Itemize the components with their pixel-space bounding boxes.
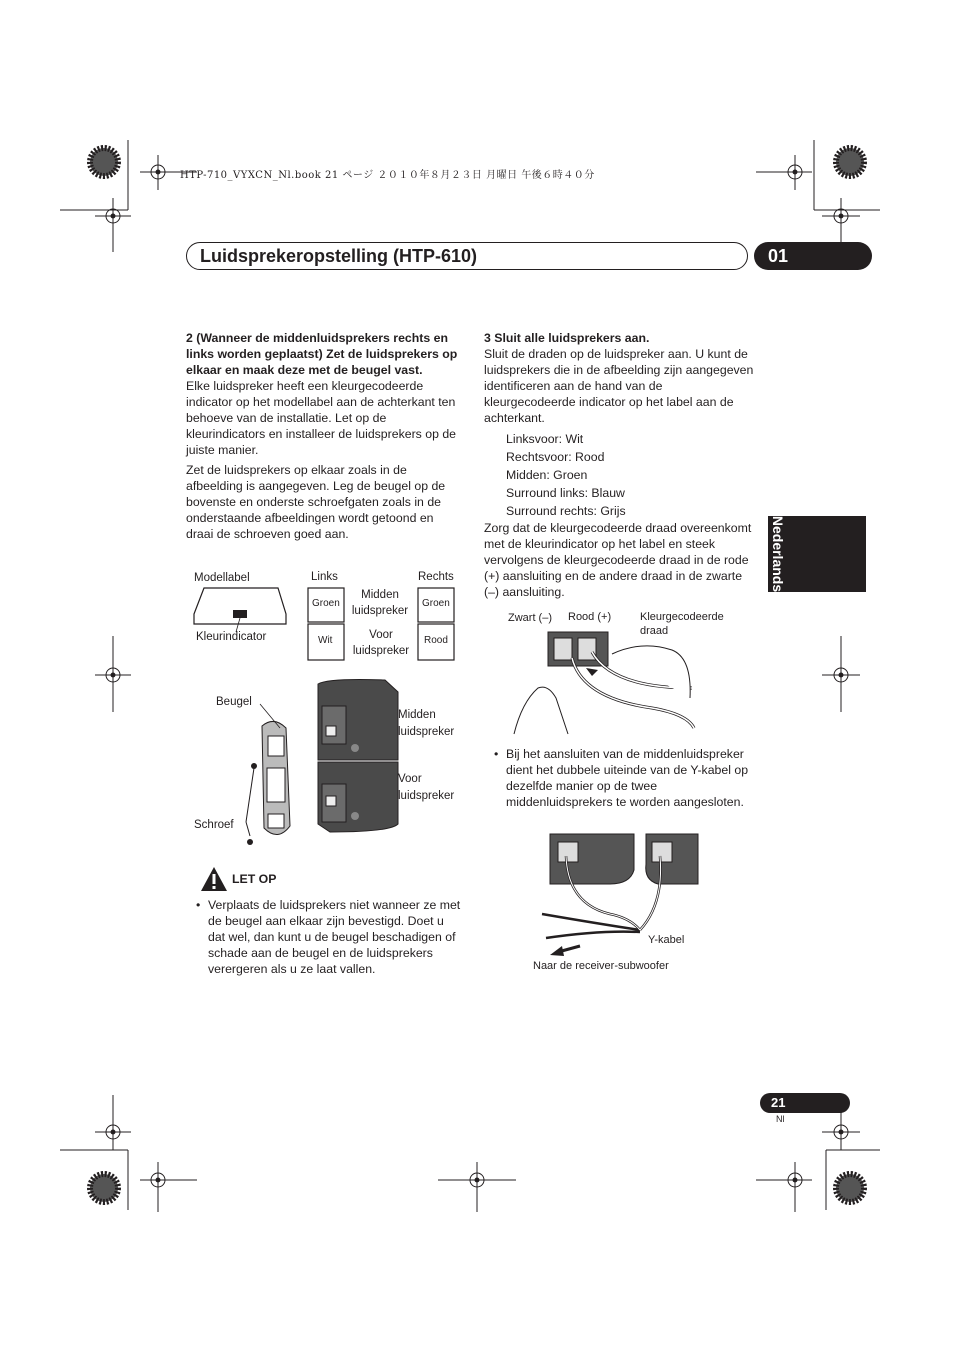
- rechts-caption: Rechts: [418, 571, 454, 583]
- right-column: [484, 330, 756, 600]
- model-label-figure: [186, 580, 466, 670]
- step-3-para-2: Zorg dat de kleurgecodeerde draad overeenkomt met de kleurindicator op het label en steek vervolgens de kleurgecodeerde draad in de rode (+) aansluiting en de andere draad in de zwarte (–) aansluiting.: [484, 521, 752, 599]
- midden-caption: Midden luidspreker: [351, 589, 409, 617]
- list-item: Midden: Groen: [506, 468, 588, 482]
- speaker-color-list: [484, 430, 756, 520]
- modellabel-caption: Modellabel: [194, 572, 250, 584]
- groen-left-label: Groen: [312, 598, 340, 609]
- book-file-info: HTP-710_VYXCN_Nl.book 21 ページ ２０１０年８月２３日 月曜日 午後６時４０分: [180, 170, 595, 181]
- page-title: Luidsprekeropstelling (HTP-610): [200, 246, 478, 266]
- chapter-number: 01: [768, 246, 789, 266]
- wire-connection-figure: [512, 628, 702, 736]
- rood-caption: Rood (+): [568, 611, 612, 623]
- bracket-midden-caption: Midden luidspreker: [398, 709, 455, 738]
- bracket-voor-caption: Voor luidspreker: [398, 773, 455, 802]
- right-bullet: • Bij het aansluiten van de middenluidspreker dient het dubbele uiteinde van de Y-kabel op dezelfde manier op de twee middenluidsprekers te worden aangesloten.: [494, 746, 758, 810]
- y-kabel-caption: Y-kabel: [648, 934, 685, 946]
- step-2-para-1: Elke luidspreker heeft een kleurgecodeerde indicator op het modellabel aan de achterkant ten behoeve van de installatie. Let op de kleurindicators en installeer de luidsprekers op de juiste manier.: [186, 379, 456, 457]
- list-item: Linksvoor: Wit: [506, 432, 584, 446]
- language-tab-label: Nederlands: [770, 515, 786, 593]
- caution-text: Verplaats de luidsprekers niet wanneer ze met de beugel aan elkaar zijn bevestigd. Doet u dat wel, dan kunt u de beugel beschadigen of schade aan de beugel en de luidsprekers verergeren als u ze laat vallen.: [208, 898, 461, 976]
- step-2-heading: 2 (Wanneer de middenluidsprekers rechts en links worden geplaatst) Zet de luidsprekers op elkaar en maak deze met de beugel vast.: [186, 331, 458, 377]
- step-2-para-2: Zet de luidsprekers op elkaar zoals in de afbeelding is aangegeven. Leg de beugel op de bovenste en onderste schroefgaten zoals in de onderstaande afbeeldingen wordt getoond en draai de schroeven goed aan.: [186, 463, 446, 541]
- page-language: Nl: [776, 1114, 785, 1124]
- list-item: Surround rechts: Grijs: [506, 504, 626, 518]
- bullet-text: Bij het aansluiten van de middenluidspreker dient het dubbele uiteinde van de Y-kabel op dezelfde manier op de twee middenluidsprekers te worden aangesloten.: [506, 747, 749, 809]
- beugel-caption: Beugel: [216, 696, 252, 708]
- left-column: [186, 330, 462, 542]
- groen-right-label: Groen: [422, 598, 450, 609]
- zwart-caption: Zwart (–): [508, 612, 552, 624]
- wit-label: Wit: [318, 635, 333, 646]
- caution-label: LET OP: [232, 872, 277, 886]
- step-3-heading: 3 Sluit alle luidsprekers aan.: [484, 331, 650, 345]
- caution-bullet: • Verplaats de luidsprekers niet wanneer ze met de beugel aan elkaar zijn bevestigd. Doet u dat wel, dan kunt u de beugel beschadigen of schade aan de beugel en de luidsprekers verergeren als u ze laat vallen.: [196, 898, 461, 976]
- list-item: Surround links: Blauw: [506, 486, 625, 500]
- links-caption: Links: [311, 571, 338, 583]
- kleurgecodeerde-caption: Kleurgecodeerde draad: [640, 611, 724, 637]
- kleurindicator-caption: Kleurindicator: [196, 631, 267, 643]
- warning-icon: [200, 866, 228, 892]
- step-3-para-1: Sluit de draden op de luidspreker aan. U kunt de luidsprekers die in de afbeelding zijn aangegeven identificeren aan de hand van de kleurgecodeerde indicator op het label aan de achterkant.: [484, 347, 754, 425]
- naar-receiver-caption: Naar de receiver-subwoofer: [533, 960, 669, 972]
- schroef-caption: Schroef: [194, 819, 234, 831]
- rood-label: Rood: [424, 635, 448, 646]
- bracket-speakers-figure: [240, 676, 400, 842]
- voor-caption: Voor luidspreker: [352, 629, 410, 657]
- page-number: 21: [771, 1095, 786, 1110]
- list-item: Rechtsvoor: Rood: [506, 450, 605, 464]
